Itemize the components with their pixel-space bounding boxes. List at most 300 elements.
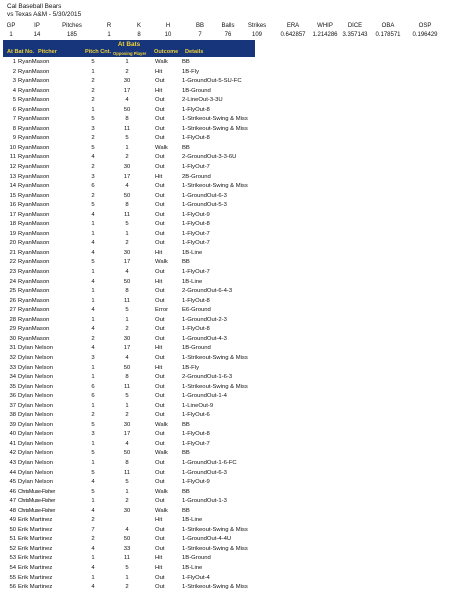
details: 1-Strikeout-Swing & Miss	[182, 116, 248, 123]
outcome: Out	[155, 297, 165, 304]
outcome: Out	[155, 164, 165, 171]
at-bat-number: 30	[9, 335, 16, 342]
at-bat-number: 31	[9, 345, 16, 352]
opposing-player: 2	[125, 154, 129, 161]
summary-header-cell: R	[106, 23, 112, 29]
pitcher-name: Dylan Nelson	[18, 412, 54, 419]
details: 1-GroundOut-1-3	[182, 498, 227, 505]
pitch-count: 4	[91, 249, 95, 256]
table-row	[0, 239, 452, 249]
details: 1-GroundOut-4-4U	[182, 536, 232, 543]
outcome: Out	[155, 106, 165, 113]
details: 1-GroundOut-1-6-FC	[182, 459, 237, 466]
summary-value-cell: 1	[9, 32, 13, 38]
summary-header-row	[0, 22, 452, 31]
details: 1B-Line	[182, 564, 203, 571]
opposing-player: 17	[123, 173, 131, 180]
report-title: Cal Baseball Bears	[7, 3, 62, 10]
pitch-count: 2	[91, 335, 95, 342]
outcome: Out	[155, 536, 165, 543]
details: 1-Strikeout-Swing & Miss	[182, 526, 248, 533]
opposing-player: 5	[125, 307, 129, 314]
details: 1-FlyOut-8	[182, 221, 210, 228]
pitch-count: 2	[91, 536, 95, 543]
pitch-count: 1	[91, 574, 95, 581]
pitch-count: 4	[91, 479, 95, 486]
pitch-count: 3	[91, 354, 95, 361]
details: 1B-Line	[182, 278, 203, 285]
at-bat-number: 54	[9, 564, 16, 571]
header-pitch-count: Pitch Cnt.	[85, 49, 112, 55]
at-bat-number: 39	[9, 421, 16, 428]
pitch-count: 1	[91, 221, 95, 228]
pitcher-name: RyanMason	[18, 164, 50, 171]
opposing-player: 4	[125, 440, 129, 447]
pitcher-name: RyanMason	[18, 116, 50, 123]
opposing-player: 50	[123, 536, 131, 543]
table-row	[0, 87, 452, 97]
pitcher-name: RyanMason	[18, 307, 50, 314]
opposing-player: 2	[125, 498, 129, 505]
summary-value-cell: 0.642857	[280, 32, 306, 38]
details: 1-Strikeout-Swing & Miss	[182, 383, 248, 390]
pitch-count: 6	[91, 183, 95, 190]
summary-header-cell: ERA	[286, 23, 300, 29]
outcome: Out	[155, 393, 165, 400]
opposing-player: 4	[125, 269, 129, 276]
table-row	[0, 258, 452, 268]
details: 1-FlyOut-7	[182, 230, 210, 237]
opposing-player: 8	[125, 374, 129, 381]
details: 1-FlyOut-8	[182, 326, 210, 333]
table-row	[0, 278, 452, 288]
table-row	[0, 383, 452, 393]
table-row	[0, 211, 452, 221]
pitch-count: 3	[91, 173, 95, 180]
pitch-count: 1	[91, 269, 95, 276]
details: 1-Strikeout-Swing & Miss	[182, 545, 248, 552]
at-bat-number: 18	[9, 221, 16, 228]
at-bat-number: 32	[9, 354, 16, 361]
pitcher-name: Erik Martinez	[18, 555, 53, 562]
pitcher-name: Erik Martinez	[18, 574, 53, 581]
pitcher-name: RyanMason	[18, 202, 50, 209]
pitcher-name: Dylan Nelson	[18, 393, 54, 400]
opposing-player: 4	[125, 97, 129, 104]
at-bat-number: 28	[9, 316, 16, 323]
pitcher-name: RyanMason	[18, 68, 50, 75]
outcome: Out	[155, 154, 165, 161]
table-row	[0, 554, 452, 564]
details: 2B-Ground	[182, 173, 211, 180]
pitch-count: 1	[91, 555, 95, 562]
pitcher-name: RyanMason	[18, 211, 50, 218]
opposing-player: 30	[123, 164, 131, 171]
opposing-player: 30	[123, 421, 131, 428]
at-bat-number: 44	[9, 469, 16, 476]
outcome: Out	[155, 459, 165, 466]
details: BB	[182, 488, 190, 495]
table-row	[0, 421, 452, 431]
at-bat-number: 34	[9, 374, 16, 381]
pitch-count: 2	[91, 412, 95, 419]
opposing-player: 17	[123, 431, 131, 438]
outcome: Out	[155, 316, 165, 323]
pitch-count: 3	[91, 431, 95, 438]
pitch-count: 5	[91, 421, 95, 428]
table-row	[0, 163, 452, 173]
at-bat-number: 12	[9, 164, 16, 171]
details: 1-FlyOut-8	[182, 135, 210, 142]
outcome: Out	[155, 498, 165, 505]
details: 1-GroundOut-5-SU-FC	[182, 78, 242, 85]
at-bat-number: 46	[9, 488, 16, 495]
opposing-player: 5	[125, 221, 129, 228]
at-bat-number: 48	[9, 507, 16, 514]
opposing-player: 1	[125, 574, 129, 581]
pitch-count: 2	[91, 97, 95, 104]
outcome: Out	[155, 221, 165, 228]
details: 2-GroundOut-3-3-6U	[182, 154, 237, 161]
pitcher-name: Dylan Nelson	[18, 402, 54, 409]
at-bat-number: 2	[12, 68, 16, 75]
details: 1-FlyOut-7	[182, 440, 210, 447]
at-bat-number: 41	[9, 440, 16, 447]
summary-value-cell: 185	[66, 32, 77, 38]
pitcher-name: Dylan Nelson	[18, 459, 54, 466]
pitch-count: 4	[91, 211, 95, 218]
opposing-player: 1	[125, 316, 129, 323]
at-bat-number: 26	[9, 297, 16, 304]
outcome: Out	[155, 78, 165, 85]
table-row	[0, 411, 452, 421]
at-bat-number: 7	[12, 116, 16, 123]
table-row	[0, 449, 452, 459]
outcome: Out	[155, 431, 165, 438]
opposing-player: 2	[125, 240, 129, 247]
details: 1B-Ground	[182, 555, 211, 562]
outcome: Hit	[155, 564, 163, 571]
opposing-player: 4	[125, 354, 129, 361]
pitch-count: 5	[91, 450, 95, 457]
table-row	[0, 488, 452, 498]
pitcher-name: RyanMason	[18, 269, 50, 276]
outcome: Out	[155, 230, 165, 237]
opposing-player: 4	[125, 183, 129, 190]
opposing-player: 1	[125, 488, 129, 495]
opposing-player: 1	[125, 402, 129, 409]
pitcher-name: Erik Martinez	[18, 526, 53, 533]
pitch-count: 1	[91, 106, 95, 113]
outcome: Out	[155, 374, 165, 381]
at-bat-number: 9	[12, 135, 16, 142]
table-row	[0, 201, 452, 211]
pitcher-name: RyanMason	[18, 97, 50, 104]
details: 1-GroundOut-4-3	[182, 335, 227, 342]
pitch-count: 2	[91, 135, 95, 142]
pitch-count: 1	[91, 459, 95, 466]
details: 1-Strikeout-Swing & Miss	[182, 354, 248, 361]
table-row	[0, 535, 452, 545]
pitcher-name: Erik Martinez	[18, 545, 53, 552]
pitch-count: 1	[91, 498, 95, 505]
details: 2-GroundOut-6-4-3	[182, 288, 233, 295]
summary-header-cell: GP	[6, 23, 16, 29]
outcome: Out	[155, 326, 165, 333]
summary-table	[0, 22, 452, 40]
pitcher-name: RyanMason	[18, 288, 50, 295]
opposing-player: 8	[125, 202, 129, 209]
at-bat-number: 21	[9, 249, 16, 256]
at-bat-number: 36	[9, 393, 16, 400]
table-row	[0, 516, 452, 526]
opposing-player: 1	[125, 230, 129, 237]
opposing-player: 30	[123, 249, 131, 256]
pitcher-name: ChrisMuse-Fisher	[18, 507, 55, 514]
at-bat-number: 17	[9, 211, 16, 218]
table-row	[0, 306, 452, 316]
details: BB	[182, 59, 190, 65]
pitch-count: 2	[91, 87, 95, 94]
at-bat-number: 15	[9, 192, 16, 199]
header-details: Details	[185, 49, 204, 55]
outcome: Out	[155, 545, 165, 552]
details: 1-FlyOut-8	[182, 431, 210, 438]
outcome: Walk	[155, 59, 168, 65]
summary-value-cell: 0.196429	[412, 32, 438, 38]
pitch-count: 5	[91, 469, 95, 476]
outcome: Out	[155, 526, 165, 533]
outcome: Walk	[155, 259, 168, 266]
opposing-player: 50	[123, 278, 131, 285]
pitch-count: 4	[91, 584, 95, 591]
table-row	[0, 192, 452, 202]
opposing-player: 2	[125, 68, 129, 75]
pitch-count: 1	[91, 402, 95, 409]
details: BB	[182, 507, 190, 514]
pitcher-name: RyanMason	[18, 326, 50, 333]
at-bat-number: 33	[9, 364, 16, 371]
table-row	[0, 373, 452, 383]
pitch-count: 7	[91, 526, 95, 533]
table-row	[0, 574, 452, 584]
pitcher-name: Dylan Nelson	[18, 345, 54, 352]
at-bat-number: 40	[9, 431, 16, 438]
details: 1-GroundOut-6-3	[182, 192, 227, 199]
at-bat-number: 35	[9, 383, 16, 390]
opposing-player: 1	[125, 144, 129, 151]
pitch-count: 5	[91, 259, 95, 266]
header-opposing-player: Opposing Player	[113, 51, 147, 56]
outcome: Out	[155, 183, 165, 190]
at-bat-number: 47	[9, 498, 16, 505]
pitch-count: 1	[91, 374, 95, 381]
opposing-player: 30	[123, 78, 131, 85]
table-row	[0, 469, 452, 479]
summary-value-cell: 10	[164, 32, 172, 38]
summary-header-cell: OSP	[418, 23, 432, 29]
outcome: Hit	[155, 249, 163, 256]
summary-value-cell: 8	[137, 32, 141, 38]
at-bat-number: 53	[9, 555, 16, 562]
at-bat-number: 5	[12, 97, 16, 104]
pitcher-name: Dylan Nelson	[18, 374, 54, 381]
details: 1-FlyOut-7	[182, 164, 210, 171]
outcome: Hit	[155, 173, 163, 180]
outcome: Out	[155, 125, 165, 132]
pitch-count: 5	[91, 144, 95, 151]
at-bat-number: 14	[9, 183, 16, 190]
at-bat-number: 22	[9, 259, 16, 266]
pitch-count: 4	[91, 545, 95, 552]
outcome: Hit	[155, 278, 163, 285]
table-row	[0, 287, 452, 297]
details: 1B-Fly	[182, 68, 200, 75]
pitcher-name: Erik Martinez	[18, 584, 53, 591]
summary-header-cell: Strikes	[247, 23, 267, 29]
outcome: Out	[155, 202, 165, 209]
summary-header-cell: Pitches	[62, 23, 82, 29]
at-bat-number: 24	[9, 278, 16, 285]
pitcher-name: RyanMason	[18, 87, 50, 94]
details: 1-FlyOut-7	[182, 269, 210, 276]
summary-header-cell: K	[136, 23, 141, 29]
opposing-player: 5	[125, 135, 129, 142]
table-row	[0, 392, 452, 402]
details: 1-FlyOut-9	[182, 211, 210, 218]
outcome: Hit	[155, 87, 163, 94]
at-bats-title: At Bats	[117, 41, 141, 48]
at-bat-number: 8	[12, 125, 16, 132]
table-row	[0, 564, 452, 574]
outcome: Walk	[155, 421, 168, 428]
at-bat-number: 20	[9, 240, 16, 247]
at-bat-number: 49	[9, 517, 16, 524]
table-row	[0, 77, 452, 87]
at-bats-table	[0, 58, 452, 593]
header-at-bat-no: At Bat No.	[7, 49, 35, 55]
opposing-player: 5	[125, 564, 129, 571]
table-row	[0, 325, 452, 335]
pitch-count: 1	[91, 297, 95, 304]
summary-value-cell: 0.178571	[375, 32, 401, 38]
summary-header-cell: WHIP	[317, 23, 333, 29]
pitch-count: 6	[91, 383, 95, 390]
outcome: Out	[155, 574, 165, 581]
at-bat-number: 42	[9, 450, 16, 457]
details: BB	[182, 450, 190, 457]
at-bat-number: 55	[9, 574, 16, 581]
details: 1-FlyOut-8	[182, 106, 210, 113]
at-bat-number: 38	[9, 412, 16, 419]
pitcher-name: RyanMason	[18, 59, 50, 65]
summary-header-cell: BB	[195, 23, 204, 29]
table-row	[0, 249, 452, 259]
outcome: Out	[155, 211, 165, 218]
summary-value-cell: 1.214286	[312, 32, 338, 38]
opposing-player: 17	[123, 87, 131, 94]
summary-header-cell: IP	[34, 23, 40, 29]
outcome: Hit	[155, 364, 163, 371]
pitcher-name: RyanMason	[18, 183, 50, 190]
at-bat-number: 43	[9, 459, 16, 466]
pitch-count: 4	[91, 240, 95, 247]
pitcher-name: RyanMason	[18, 192, 50, 199]
opposing-player: 11	[123, 555, 131, 562]
pitch-count: 4	[91, 507, 95, 514]
outcome: Out	[155, 269, 165, 276]
details: 1B-Ground	[182, 87, 211, 94]
outcome: Out	[155, 383, 165, 390]
header-outcome: Outcome	[154, 49, 179, 55]
outcome: Walk	[155, 450, 168, 457]
table-row	[0, 268, 452, 278]
pitch-count: 5	[91, 488, 95, 495]
details: E6-Ground	[182, 307, 211, 314]
summary-value-cell: 76	[224, 32, 232, 38]
at-bat-number: 3	[12, 78, 16, 85]
opposing-player: 8	[125, 288, 129, 295]
pitcher-name: Dylan Nelson	[18, 354, 54, 361]
at-bats-header	[3, 40, 255, 57]
table-row	[0, 459, 452, 469]
pitcher-name: ChrisMuse-Fisher	[18, 498, 55, 505]
pitcher-name: Dylan Nelson	[18, 421, 54, 428]
outcome: Out	[155, 402, 165, 409]
details: 1-FlyOut-7	[182, 240, 210, 247]
at-bat-number: 50	[9, 526, 16, 533]
table-row	[0, 153, 452, 163]
pitcher-name: RyanMason	[18, 144, 50, 151]
table-row	[0, 316, 452, 326]
outcome: Out	[155, 412, 165, 419]
table-row	[0, 545, 452, 555]
summary-header-cell: Balls	[221, 23, 235, 29]
details: 1-FlyOut-9	[182, 479, 210, 486]
table-row	[0, 106, 452, 116]
at-bat-number: 45	[9, 479, 16, 486]
table-row	[0, 96, 452, 106]
details: 1B-Line	[182, 249, 203, 256]
details: BB	[182, 259, 190, 266]
pitcher-name: Erik Martinez	[18, 536, 53, 543]
table-row	[0, 507, 452, 517]
table-row	[0, 134, 452, 144]
pitch-count: 5	[91, 116, 95, 123]
opposing-player: 2	[125, 326, 129, 333]
outcome: Out	[155, 116, 165, 123]
pitcher-name: RyanMason	[18, 154, 50, 161]
details: 2-LineOut-3-3U	[182, 97, 223, 104]
table-row	[0, 125, 452, 135]
opposing-player: 30	[123, 507, 131, 514]
outcome: Out	[155, 97, 165, 104]
summary-value-cell: 109	[251, 32, 262, 38]
table-row	[0, 526, 452, 536]
summary-header-cell: DICE	[347, 23, 363, 29]
opposing-player: 8	[125, 116, 129, 123]
details: 1-GroundOut-5-3	[182, 202, 227, 209]
details: BB	[182, 421, 190, 428]
at-bat-number: 52	[9, 545, 16, 552]
pitch-count: 1	[91, 68, 95, 75]
outcome: Hit	[155, 345, 163, 352]
details: 1-FlyOut-8	[182, 297, 210, 304]
pitcher-name: RyanMason	[18, 221, 50, 228]
pitcher-name: Dylan Nelson	[18, 364, 54, 371]
table-row	[0, 440, 452, 450]
outcome: Out	[155, 135, 165, 142]
